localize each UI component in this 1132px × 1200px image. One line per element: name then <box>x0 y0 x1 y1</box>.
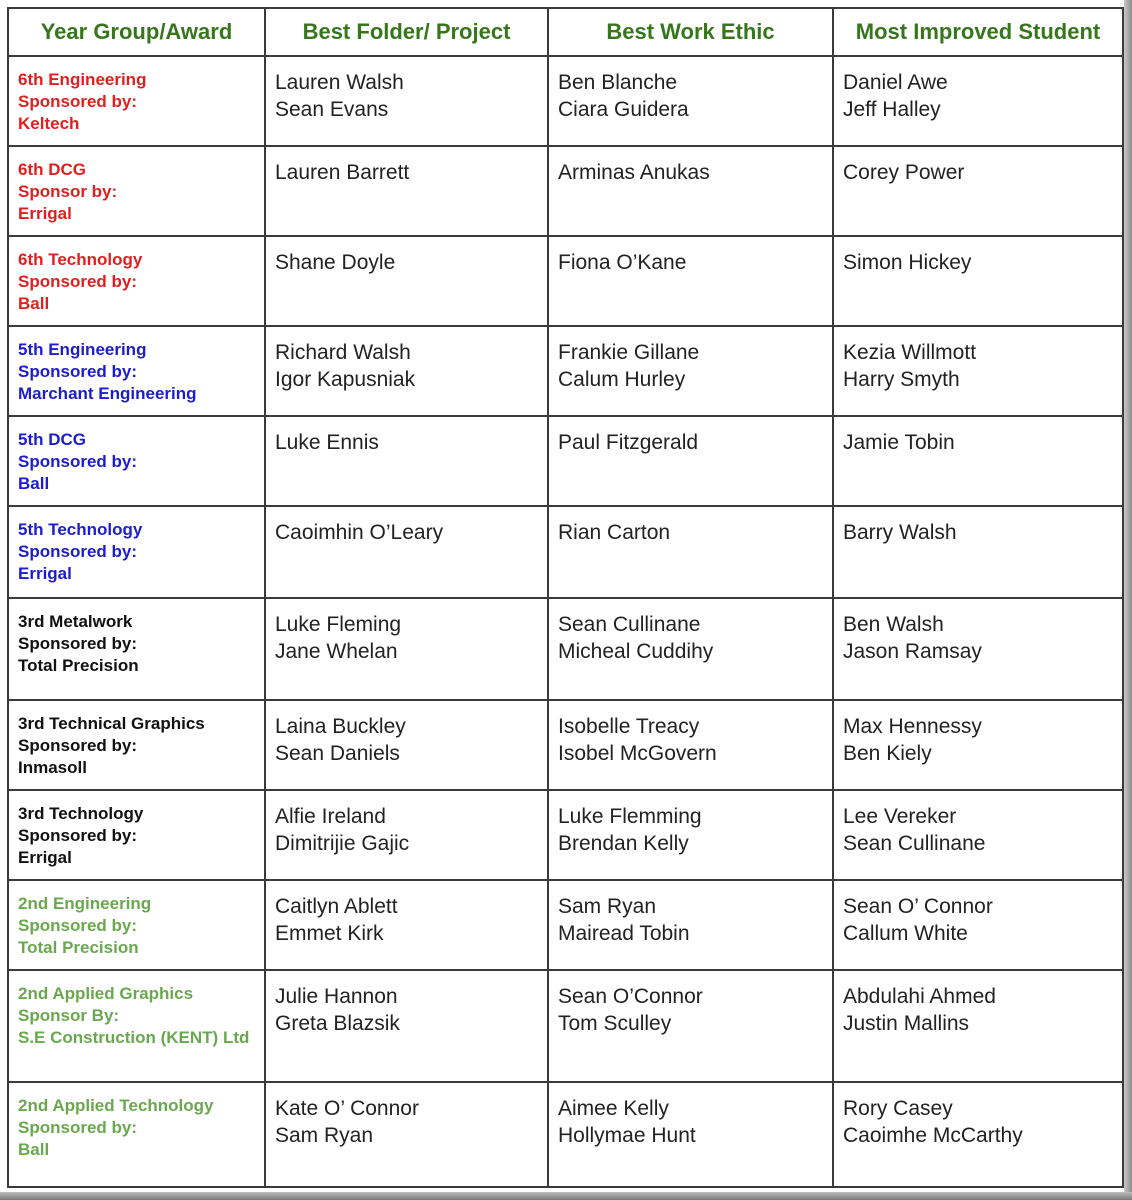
student-name: Harry Smyth <box>843 368 960 391</box>
awards-table-body <box>8 56 1123 1187</box>
student-name: Laina Buckley <box>275 715 406 738</box>
award-title: 3rd Technology <box>18 804 144 823</box>
work-ethic-cell <box>548 56 833 146</box>
best-folder-cell <box>265 506 548 598</box>
award-title: 6th DCG <box>18 160 86 179</box>
student-name: Ben Kiely <box>843 742 932 765</box>
student-name: Emmet Kirk <box>275 922 384 945</box>
work-ethic-cell <box>548 880 833 970</box>
award-cell <box>8 880 265 970</box>
student-name: Caoimhe McCarthy <box>843 1124 1023 1147</box>
award-cell <box>8 146 265 236</box>
student-name: Brendan Kelly <box>558 832 689 855</box>
student-name: Daniel Awe <box>843 71 948 94</box>
student-name: Sam Ryan <box>558 895 657 918</box>
student-name: Simon Hickey <box>843 251 972 274</box>
sponsor-label: Sponsor By: <box>18 1006 120 1025</box>
student-name: Lauren Barrett <box>275 161 410 184</box>
award-cell <box>8 700 265 790</box>
sponsor-label: Sponsored by: <box>18 736 138 755</box>
award-cell <box>8 1082 265 1187</box>
student-name: Tom Sculley <box>558 1012 672 1035</box>
work-ethic-cell <box>548 598 833 700</box>
award-title: 6th Engineering <box>18 70 147 89</box>
award-cell <box>8 790 265 880</box>
table-row <box>8 970 1123 1082</box>
sponsor-label: Sponsored by: <box>18 92 138 111</box>
sponsor-name: Inmasoll <box>18 758 87 777</box>
best-folder-cell <box>265 236 548 326</box>
award-cell <box>8 236 265 326</box>
best-folder-cell <box>265 790 548 880</box>
table-row <box>8 1082 1123 1187</box>
student-name: Caoimhin O’Leary <box>275 521 444 544</box>
table-row <box>8 880 1123 970</box>
work-ethic-cell <box>548 236 833 326</box>
award-title: 5th Engineering <box>18 340 147 359</box>
student-name: Kate O’ Connor <box>275 1097 419 1120</box>
student-name: Alfie Ireland <box>275 805 386 828</box>
sponsor-name: Marchant Engineering <box>18 384 197 403</box>
student-name: Aimee Kelly <box>558 1097 669 1120</box>
frame-shadow-bottom <box>0 1192 1132 1200</box>
best-folder-cell <box>265 56 548 146</box>
most-improved-cell <box>833 880 1123 970</box>
student-name: Calum Hurley <box>558 368 686 391</box>
most-improved-cell <box>833 56 1123 146</box>
award-title: 5th DCG <box>18 430 86 449</box>
sponsor-name: Errigal <box>18 848 72 867</box>
award-cell <box>8 326 265 416</box>
work-ethic-cell <box>548 506 833 598</box>
student-name: Justin Mallins <box>843 1012 970 1035</box>
student-name: Mairead Tobin <box>558 922 690 945</box>
table-row <box>8 326 1123 416</box>
sponsor-name: Ball <box>18 474 50 493</box>
student-name: Julie Hannon <box>275 985 398 1008</box>
student-name: Fiona O’Kane <box>558 251 687 274</box>
student-name: Luke Ennis <box>275 431 379 454</box>
sponsor-label: Sponsored by: <box>18 452 138 471</box>
sponsor-label: Sponsored by: <box>18 542 138 561</box>
student-name: Ben Walsh <box>843 613 944 636</box>
header-row <box>8 8 1123 56</box>
table-row <box>8 236 1123 326</box>
most-improved-cell <box>833 790 1123 880</box>
student-name: Jeff Halley <box>843 98 941 121</box>
award-cell <box>8 416 265 506</box>
award-title: 2nd Engineering <box>18 894 152 913</box>
student-name: Jason Ramsay <box>843 640 982 663</box>
award-title: 6th Technology <box>18 250 143 269</box>
work-ethic-cell <box>548 970 833 1082</box>
student-name: Luke Flemming <box>558 805 702 828</box>
student-name: Sean Daniels <box>275 742 400 765</box>
student-name: Igor Kapusniak <box>275 368 416 391</box>
header-best-folder-project: Best Folder/ Project <box>265 8 548 56</box>
sponsor-name: Ball <box>18 1140 50 1159</box>
most-improved-cell <box>833 970 1123 1082</box>
work-ethic-cell <box>548 416 833 506</box>
work-ethic-cell <box>548 790 833 880</box>
student-name: Rian Carton <box>558 521 671 544</box>
sponsor-label: Sponsored by: <box>18 1118 138 1137</box>
award-cell <box>8 56 265 146</box>
student-name: Callum White <box>843 922 968 945</box>
work-ethic-cell <box>548 326 833 416</box>
award-title: 2nd Applied Graphics <box>18 984 194 1003</box>
student-name: Jamie Tobin <box>843 431 955 454</box>
most-improved-cell <box>833 1082 1123 1187</box>
student-name: Isobel McGovern <box>558 742 717 765</box>
best-folder-cell <box>265 970 548 1082</box>
student-name: Shane Doyle <box>275 251 396 274</box>
table-row <box>8 790 1123 880</box>
sponsor-name: Keltech <box>18 114 80 133</box>
student-name: Sean O’Connor <box>558 985 703 1008</box>
award-title: 5th Technology <box>18 520 143 539</box>
table-row <box>8 506 1123 598</box>
student-name: Sean O’ Connor <box>843 895 993 918</box>
table-row <box>8 146 1123 236</box>
sponsor-label: Sponsor by: <box>18 182 118 201</box>
most-improved-cell <box>833 236 1123 326</box>
most-improved-cell <box>833 700 1123 790</box>
student-name: Ciara Guidera <box>558 98 689 121</box>
student-name: Max Hennessy <box>843 715 982 738</box>
sponsor-name: Errigal <box>18 204 72 223</box>
student-name: Greta Blazsik <box>275 1012 400 1035</box>
sponsor-name: Total Precision <box>18 656 139 675</box>
best-folder-cell <box>265 416 548 506</box>
table-row <box>8 598 1123 700</box>
table-row <box>8 700 1123 790</box>
student-name: Sam Ryan <box>275 1124 374 1147</box>
sponsor-label: Sponsored by: <box>18 362 138 381</box>
header-year-group-award: Year Group/Award <box>8 8 265 56</box>
student-name: Arminas Anukas <box>558 161 710 184</box>
most-improved-cell <box>833 506 1123 598</box>
best-folder-cell <box>265 1082 548 1187</box>
sponsor-name: Errigal <box>18 564 72 583</box>
student-name: Kezia Willmott <box>843 341 977 364</box>
work-ethic-cell <box>548 1082 833 1187</box>
work-ethic-cell <box>548 700 833 790</box>
table-row <box>8 416 1123 506</box>
student-name: Rory Casey <box>843 1097 953 1120</box>
award-cell <box>8 970 265 1082</box>
sponsor-name: Total Precision <box>18 938 139 957</box>
student-name: Barry Walsh <box>843 521 957 544</box>
best-folder-cell <box>265 880 548 970</box>
header-most-improved-student: Most Improved Student <box>833 8 1123 56</box>
header-best-work-ethic: Best Work Ethic <box>548 8 833 56</box>
sponsor-label: Sponsored by: <box>18 826 138 845</box>
student-name: Isobelle Treacy <box>558 715 700 738</box>
student-name: Jane Whelan <box>275 640 398 663</box>
student-name: Richard Walsh <box>275 341 411 364</box>
award-title: 3rd Metalwork <box>18 612 133 631</box>
best-folder-cell <box>265 326 548 416</box>
sponsor-name: S.E Construction (KENT) Ltd <box>18 1028 250 1047</box>
frame-shadow-right <box>1124 0 1132 1200</box>
table-row <box>8 56 1123 146</box>
best-folder-cell <box>265 146 548 236</box>
student-name: Hollymae Hunt <box>558 1124 696 1147</box>
student-name: Abdulahi Ahmed <box>843 985 996 1008</box>
student-name: Micheal Cuddihy <box>558 640 714 663</box>
student-name: Ben Blanche <box>558 71 678 94</box>
sponsor-label: Sponsored by: <box>18 916 138 935</box>
student-name: Sean Cullinane <box>558 613 701 636</box>
student-name: Frankie Gillane <box>558 341 700 364</box>
student-name: Lauren Walsh <box>275 71 404 94</box>
student-name: Caitlyn Ablett <box>275 895 398 918</box>
best-folder-cell <box>265 700 548 790</box>
most-improved-cell <box>833 416 1123 506</box>
awards-table <box>7 7 1124 1188</box>
best-folder-cell <box>265 598 548 700</box>
student-name: Dimitrijie Gajic <box>275 832 410 855</box>
student-name: Sean Cullinane <box>843 832 986 855</box>
award-title: 2nd Applied Technology <box>18 1096 214 1115</box>
sponsor-name: Ball <box>18 294 50 313</box>
most-improved-cell <box>833 146 1123 236</box>
student-name: Sean Evans <box>275 98 389 121</box>
student-name: Paul Fitzgerald <box>558 431 699 454</box>
most-improved-cell <box>833 598 1123 700</box>
award-title: 3rd Technical Graphics <box>18 714 205 733</box>
most-improved-cell <box>833 326 1123 416</box>
student-name: Corey Power <box>843 161 965 184</box>
award-cell <box>8 506 265 598</box>
sponsor-label: Sponsored by: <box>18 634 138 653</box>
work-ethic-cell <box>548 146 833 236</box>
award-cell <box>8 598 265 700</box>
student-name: Luke Fleming <box>275 613 402 636</box>
sponsor-label: Sponsored by: <box>18 272 138 291</box>
student-name: Lee Vereker <box>843 805 957 828</box>
